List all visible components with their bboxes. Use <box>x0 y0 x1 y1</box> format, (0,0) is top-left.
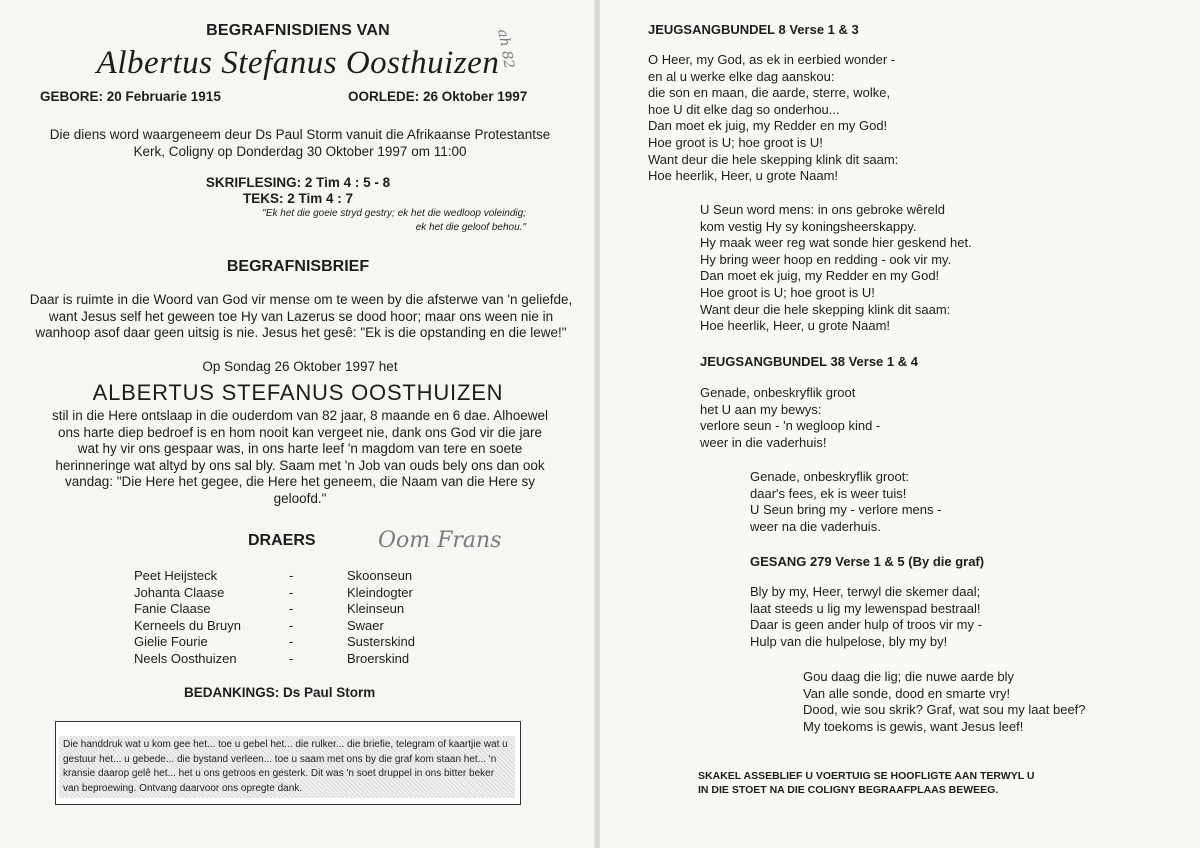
bearer-relation: Kleindogter <box>347 584 413 600</box>
headlights-notice: SKAKEL ASSEBLIEF U VOERTUIG SE HOOFLIGTE AAN TERWYL U IN DIE STOET NA DIE COLIGNY BEGRAAFPLAAS BEWEEG. <box>698 770 1035 796</box>
hymn-2-heading: JEUGSANGBUNDEL 38 Verse 1 & 4 <box>700 354 918 369</box>
bearer-row <box>134 601 467 618</box>
death-date: OORLEDE: 26 Oktober 1997 <box>348 89 528 104</box>
bearer-row <box>134 585 467 602</box>
bearer-dash: - <box>289 568 294 583</box>
bearer-name: Peet Heijsteck <box>134 568 218 583</box>
bearer-row <box>134 651 467 668</box>
quote-line-1: "Ek het die goeie stryd gestry; ek het die wedloop voleindig; <box>262 208 526 219</box>
bearer-row <box>134 634 467 651</box>
bearers-list <box>134 568 467 668</box>
bearer-name: Kerneels du Bruyn <box>134 617 241 633</box>
hymn-3-verse-1: Bly by my, Heer, terwyl die skemer daal; laat steeds u lig my lewenspad bestraal! Daar is geen ander hulp of troos vir my - Hulp van die hulpelose, bly my by! <box>750 584 982 649</box>
letter-paragraph-2: Op Sondag 26 Oktober 1997 het <box>202 359 398 374</box>
bearer-name: Johanta Claase <box>134 584 225 600</box>
right-page <box>600 0 1200 848</box>
bearer-row <box>134 618 467 635</box>
bearer-name: Gielie Fourie <box>134 634 208 650</box>
letter-heading: BEGRAFNISBRIEF <box>226 258 370 275</box>
hymn-3-heading: GESANG 279 Verse 1 & 5 (By die graf) <box>750 554 985 569</box>
hymn-1-verse-3: U Seun word mens: in ons gebroke wêreld kom vestig Hy sy koningsheerskappy. Hy maak weer reg wat sonde hier geskend het. Hy bring weer hoop en redding - ook vir my. Dan moet ek juig, my Redder en my God! Hoe groot is U; hoe groot is U! Want deur die hele skepping klink dit saam: Hoe heerlik, Heer, u grote Naam! <box>700 202 972 334</box>
bearer-relation: Broerskind <box>347 650 410 666</box>
thank-you-text: Die handdruk wat u kom gee het... toe u gebel het... die rulker... die briefie, telegram of kaartjie wat u gestuur het... u gebede... die bystand verleen... toe u saam met ons by die graf kom staan het... 'n kransie daarop gelê het... het u ons getroos en gesterk. Dit was 'n soet druppel in ons bitter beker van beproewing. Ontvang daarvoor ons opregte dank. <box>59 736 515 798</box>
hymn-3-verse-5: Gou daag die lig; die nuwe aarde bly Van alle sonde, dood en smarte vry! Dood, wie sou skrik? Graf, wat sou my laat beef? My toekoms is gewis, want Jesus leef! <box>803 669 1086 734</box>
deceased-name-caps: ALBERTUS STEFANUS OOSTHUIZEN <box>92 380 504 405</box>
bearer-row <box>134 568 467 585</box>
hymn-1-verse-1: O Heer, my God, as ek in eerbied wonder - en al u werke elke dag aanskou: die son en maan, die aarde, sterre, wolke, hoe U dit elke dag so onderhou... Dan moet ek juig, my Redder en my God! Hoe groot is U; hoe groot is U! Want deur die hele skepping klink dit saam: Hoe heerlik, Heer, u grote Naam! <box>648 52 899 184</box>
sermon-text-ref: TEKS: 2 Tim 4 : 7 <box>242 191 354 206</box>
bearer-relation: Skoonseun <box>347 568 413 583</box>
thanks-line: BEDANKINGS: Ds Paul Storm <box>184 685 376 700</box>
bearer-dash: - <box>289 617 294 633</box>
quote-line-2: ek het die geloof behou." <box>415 222 526 233</box>
hymn-1-heading: JEUGSANGBUNDEL 8 Verse 1 & 3 <box>648 22 859 37</box>
letter-paragraph-3: stil in die Here ontslaap in die ouderdom van 82 jaar, 8 maande en 6 dae. Alhoewel ons harte diep bedroef is en hom nooit kan vergeet nie, dank ons God vir die jare wat hy vir ons gespaar was, in ons harte leef 'n magdom van tere en soete herinneringe wat altyd by ons sal bly. Saam met 'n Job van ouds bely ons dan ook vandag: "Die Here het gegee, die Here het geneem, die Naam van die Here sy geloofd." <box>51 408 549 506</box>
birth-date: GEBORE: 20 Februarie 1915 <box>40 89 221 104</box>
bearer-dash: - <box>289 634 294 650</box>
hymn-2-verse-1: Genade, onbeskryflik groot het U aan my bewys: verlore seun - 'n wegloop kind - weer in die vaderhuis! <box>700 385 881 450</box>
deceased-name-script: Albertus Stefanus Oosthuizen <box>96 45 500 81</box>
service-details: Die diens word waargeneem deur Ds Paul Storm vanuit die Afrikaanse Protestantse Kerk, Coligny op Donderdag 30 Oktober 1997 om 11:00 <box>49 127 551 159</box>
bearer-name: Neels Oosthuizen <box>134 650 237 666</box>
bearer-dash: - <box>289 584 294 600</box>
hymn-2-verse-4: Genade, onbeskryflik groot: daar's fees, ek is weer tuis! U Seun bring my - verlore mens - weer na die vaderhuis. <box>750 469 942 534</box>
bearer-relation: Swaer <box>347 617 384 633</box>
letter-paragraph-1: Daar is ruimte in die Woord van God vir mense om te ween by die afsterwe van 'n geliefde, want Jesus self het geween toe Hy van Lazerus se dood hoor; maar ons ween nie in wanhoop asof daar geen uitsig is nie. Jesus het gesê: "Ek is die opstanding en die lewe!" <box>29 292 573 340</box>
left-page <box>0 0 596 848</box>
scripture-reading: SKRIFLESING: 2 Tim 4 : 5 - 8 <box>205 175 391 190</box>
handwritten-note: Oom Frans <box>378 528 502 553</box>
service-title: BEGRAFNISDIENS VAN <box>206 22 390 39</box>
handwritten-corner-note: ah 82 <box>494 28 517 70</box>
thank-you-box <box>55 721 521 805</box>
bearer-dash: - <box>289 650 294 666</box>
bearer-relation: Susterskind <box>347 634 415 650</box>
bearer-dash: - <box>289 601 294 617</box>
bearer-name: Fanie Claase <box>134 601 211 617</box>
bearers-heading: DRAERS <box>248 532 316 549</box>
bearer-relation: Kleinseun <box>347 601 405 617</box>
